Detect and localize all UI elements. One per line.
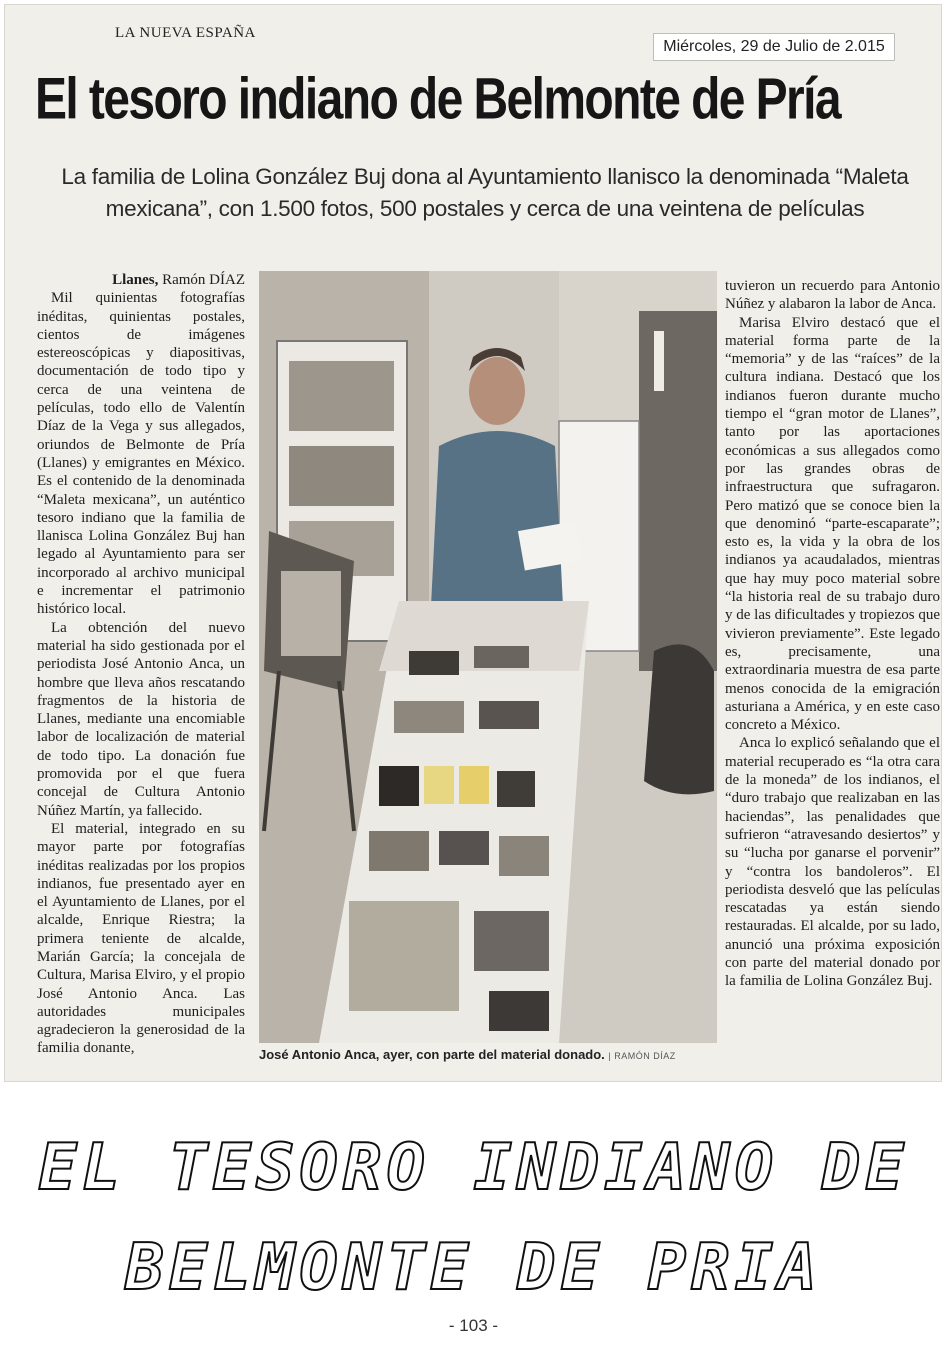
- paragraph: Mil quinientas fotografías inéditas, quinientas postales, cientos de imágenes estereoscópicas y diapositivas, documentación de todo tipo y cerca de una veintena de películas, todo ello de Valentín Díaz de la Vega y sus allegados, oriundos de Belmonte de Pría (Llanes) y emigrantes en México. Es el contenido de la denominada “Maleta mexicana”, un auténtico tesoro indiano que la familia de llanisca Lolina González Buj han legado al Ayuntamiento para ser incorporado al archivo municipal e incrementar el patrimonio histórico local.: [37, 290, 245, 618]
- publication-date: Miércoles, 29 de Julio de 2.015: [653, 33, 895, 61]
- article-photo: [259, 271, 717, 1043]
- paragraph: Anca lo explicó señalando que el material recuperado es “la otra cara de la moneda” de los indianos, el “duro trabajo que realizaban en las haciendas”, las penalidades que sufrieron “atravesando desiertos” y su “lucha por ganarse el porvenir” y “contra los bandoleros”. El periodista desveló que las películas rescatadas ya están siendo restauradas. El alcalde, por su lado, anunció una próxima exposición con parte del material donado por la familia de Lolina González Buj.: [725, 735, 940, 990]
- article-column-right: [725, 277, 940, 991]
- page-number: - 103 -: [448, 1316, 499, 1335]
- paragraph: tuvieron un recuerdo para Antonio Núñez y alabaron la labor de Anca.: [725, 278, 940, 313]
- newspaper-clipping: [4, 4, 942, 1082]
- photo-illustration: [259, 271, 717, 1043]
- paragraph: Marisa Elviro destacó que el material forma parte de la “memoria” y de las “raíces” de la cultura indiana. Destacó que los indianos fueron durante mucho tiempo el “gran motor de Llanes”, tanto por las aportaciones económicas a sus allegados como por las grandes obras de infraestructura que sufragaron. Pero matizó que se conoce bien la que denominó “parte-escaparate”; esto es, la vida y la obra de los indianos ya acaudalados, mientras que hay muy poco material sobre “la historia real de su trabajo duro y de las dificultades y tropiezos que vivieron previamente”. Este legado es, precisamente, una extraordinaria muestra de esa parte menos conocida de la emigración asturiana a América, y en este caso concreto a México.: [725, 314, 940, 734]
- paragraph: El material, integrado en su mayor parte por fotografías inéditas realizadas por los propios indianos, fue presentado ayer en el Ayuntamiento de Llanes, por el alcalde, Enrique Riestra; la primera teniente de alcalde, Marián García; la concejala de Cultura, Marisa Elviro, y el propio José Antonio Anca. Las autoridades municipales agradecieron la generosidad de la familia donante,: [37, 820, 245, 1057]
- page-title-line-2: BELMONTE DE PRIA: [125, 1231, 822, 1305]
- photo-credit: | RAMÓN DÍAZ: [608, 1051, 676, 1061]
- page-title-line-1: EL TESORO INDIANO DE: [38, 1131, 909, 1205]
- byline-city: Llanes,: [112, 272, 159, 288]
- photo-caption: [259, 1047, 717, 1062]
- article-subtitle: La familia de Lolina González Buj dona al Ayuntamiento llanisco la denominada “Maleta mexicana”, con 1.500 fotos, 500 postales y cerca de una veintena de películas: [61, 164, 909, 221]
- byline-author: Ramón DÍAZ: [158, 272, 245, 288]
- paragraph: La obtención del nuevo material ha sido gestionada por el periodista José Antonio Anca, un hombre que lleva años rescatando fragmentos de la historia de Llanes, mediante una encomiable labor de localización de material de todo tipo. La donación fue promovida por el que fuera concejal de Cultura Antonio Núñez Martín, ya fallecido.: [37, 619, 245, 819]
- caption-text: José Antonio Anca, ayer, con parte del material donado.: [259, 1047, 605, 1062]
- byline: [37, 271, 245, 289]
- article-column-left: [37, 271, 245, 1058]
- page-title: [0, 1118, 947, 1318]
- newspaper-name: LA NUEVA ESPAÑA: [115, 25, 256, 41]
- article-headline: El tesoro indiano de Belmonte de Pría: [35, 67, 840, 132]
